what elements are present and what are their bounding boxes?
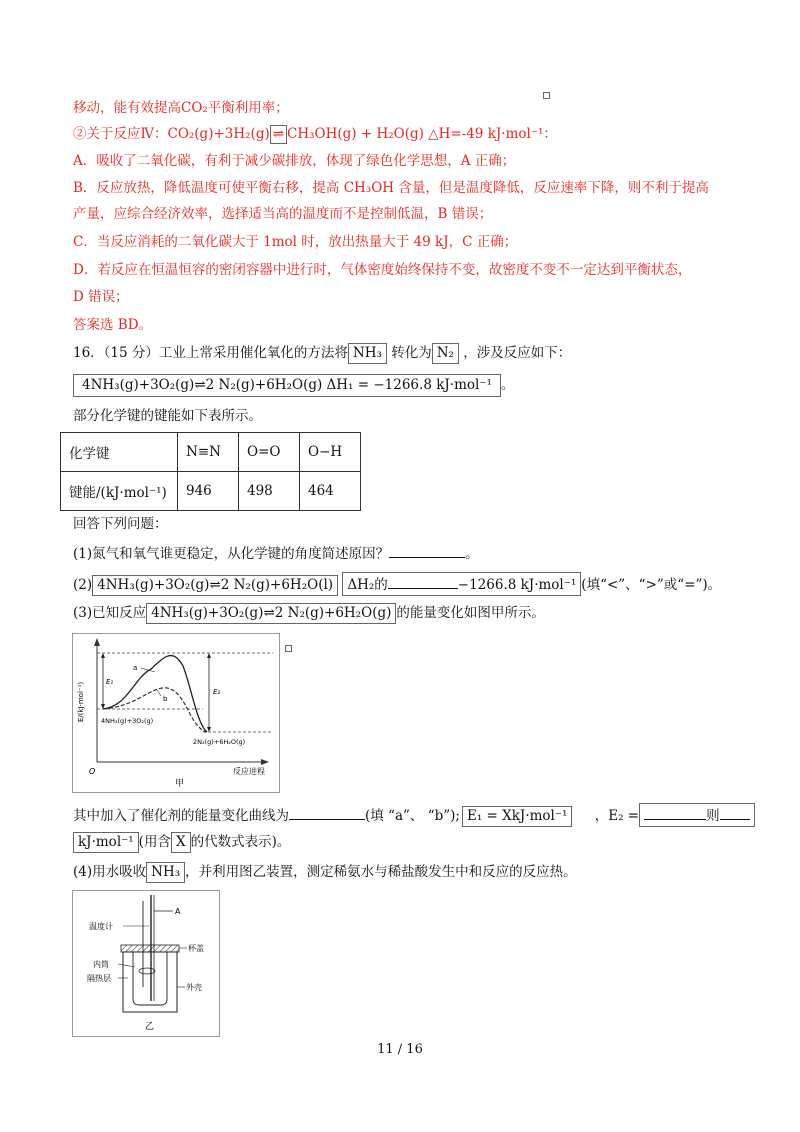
part-4-nh3-box: NH₃: [146, 862, 185, 883]
e2-arrow-head-top: [207, 653, 211, 658]
reaction-iv-right: CH₃OH(g) + H₂O(g) △H=-49 kJ·mol⁻¹：: [287, 126, 557, 142]
inner-cup-label: 内筒: [93, 960, 109, 969]
part-2-instruction: (填“<”、“>”或“=”)。: [581, 577, 722, 593]
table-row: [61, 433, 361, 472]
e2-blank-2[interactable]: [720, 805, 750, 820]
unit-box: kJ·mol⁻¹: [73, 832, 139, 853]
x-axis-arrow: [261, 759, 269, 765]
option-b-line-2: 产量，应综合经济效率，选择适当高的温度而不是控制低温，B 错误；: [73, 206, 493, 222]
option-b-line-1: B．反应放热，降低温度可使平衡右移，提高 CH₃OH 含量，但是温度降低，反应速率下降，则不利于提高: [73, 180, 709, 196]
algebra-text-b: 的代数式表示)。: [190, 834, 291, 850]
lid-label: 杯盖: [188, 944, 204, 953]
option-a: A．吸收了二氧化碳，有利于减少碳排放，体现了绿色化学思想，A 正确；: [73, 153, 516, 169]
dh2-label: ΔH₂的: [347, 577, 388, 593]
calorimeter-figure: [72, 890, 220, 1037]
part-1-blank[interactable]: [389, 543, 465, 558]
q16-reaction-line: [73, 374, 514, 397]
part-2-label: (2): [73, 577, 93, 593]
decorative-square: [543, 92, 550, 99]
table-row: [61, 472, 361, 511]
curve-a-label: a: [133, 664, 138, 672]
reaction-1-box: 4NH₃(g)+3O₂(g)⇌2 N₂(g)+6H₂O(g) ΔH₁ = −1266.8 kJ·mol⁻¹: [73, 374, 501, 397]
part-2-equation-box: 4NH₃(g)+3O₂(g)⇌2 N₂(g)+6H₂O(l): [92, 575, 338, 596]
x-axis-label: 反应进程: [233, 767, 265, 776]
reaction-1-end: 。: [500, 377, 515, 393]
part-3-instruction: (填 “a”、 “b”);: [365, 808, 460, 824]
x-variable-box: X: [171, 832, 191, 853]
part-1-end: 。: [465, 546, 479, 562]
figure-caption: 甲: [175, 779, 185, 789]
shell-label: 外壳: [186, 983, 202, 992]
curve-b-pointer: [157, 690, 161, 696]
part-2: [73, 572, 721, 596]
e1-expression-box: E₁ = XkJ·mol⁻¹: [462, 806, 572, 827]
thermometer-label: 温度计: [89, 922, 113, 931]
reaction-iv-left: ②关于反应Ⅳ：CO₂(g)+3H₂(g): [73, 126, 270, 142]
part-3-question-cont: [73, 832, 290, 853]
part-2-blank[interactable]: [388, 574, 458, 589]
q16-intro: [73, 343, 571, 364]
table-intro: 部分化学键的键能如下表所示。: [73, 408, 262, 424]
answer-prompt: 回答下列问题：: [73, 516, 168, 532]
table-header-cell: O=O: [239, 433, 300, 472]
answer-line-1: 移动，能有效提高CO₂平衡利用率；: [73, 100, 289, 116]
inner-cup-pointer: [118, 964, 135, 967]
part-4: [73, 862, 577, 883]
e2-arrow-head-bottom: [207, 727, 211, 732]
e2-then: 则: [706, 808, 720, 824]
nh3-formula-box: NH₃: [348, 343, 387, 364]
e1-label: E₁: [106, 678, 114, 686]
e2-label: E₂: [213, 688, 221, 696]
q16-intro-text-a: 16．（15 分）工业上常采用催化氧化的方法将: [73, 345, 348, 361]
table-header-cell: N≡N: [178, 433, 239, 472]
table-header-cell: O−H: [300, 433, 361, 472]
part-2-dh-box: [342, 572, 581, 596]
part-3: [73, 603, 545, 624]
y-axis-label: E/(kJ·mol⁻¹): [77, 681, 85, 722]
q16-intro-text-c: ，涉及反应如下：: [463, 345, 572, 361]
q16-intro-text-b: 转化为: [391, 345, 432, 361]
e1-arrow-head-top: [101, 653, 105, 658]
e2-blank[interactable]: [644, 805, 706, 820]
part-3-question: [73, 803, 755, 827]
table-cell: 946: [178, 472, 239, 511]
lid: [121, 945, 179, 952]
e2-answer-box: [639, 803, 755, 827]
catalyst-curve-blank[interactable]: [289, 805, 365, 820]
n2-formula-box: N₂: [432, 343, 459, 364]
figure-caption: 乙: [145, 1022, 155, 1032]
table-header-cell: 化学键: [61, 433, 178, 472]
part-3-question-text: 其中加入了催化剂的能量变化曲线为: [73, 808, 289, 824]
algebra-text-a: (用含: [138, 834, 171, 850]
page-number: 11 / 16: [377, 1042, 423, 1057]
option-c: C．当反应消耗的二氧化碳大于 1mol 时，放出热量大于 49 kJ，C 正确；: [73, 234, 518, 250]
label-a: A: [175, 907, 181, 916]
final-answer: 答案选 BD。: [73, 317, 153, 333]
option-d-line-2: D 错误；: [73, 289, 129, 305]
table-cell: 498: [239, 472, 300, 511]
insulation-label: 隔热层: [87, 974, 111, 983]
reactants-label: 4NH₃(g)+3O₂(g): [101, 717, 154, 725]
bond-energy-table: [60, 432, 361, 511]
origin-label: O: [89, 767, 96, 776]
y-axis-arrow: [94, 638, 100, 646]
part-3-equation-box: 4NH₃(g)+3O₂(g)⇌2 N₂(g)+6H₂O(g): [146, 603, 396, 624]
e2-expression-label: ，E₂ =: [594, 808, 640, 824]
table-cell: 464: [300, 472, 361, 511]
inner-cup: [133, 952, 167, 1005]
part-4-label: (4)用水吸收: [73, 864, 147, 880]
products-label: 2N₂(g)+6H₂O(g): [193, 738, 246, 746]
decorative-square: [285, 645, 292, 652]
table-cell: 键能/(kJ·mol⁻¹): [61, 472, 178, 511]
calorimeter-svg: [73, 891, 219, 1036]
part-1-text: (1)氮气和氧气谁更稳定，从化学键的角度简述原因？: [73, 546, 390, 562]
curve-b-label: b: [163, 695, 168, 703]
part-3-text: 的能量变化如图甲所示。: [396, 605, 545, 621]
part-4-text: ，并利用图乙装置，测定稀氨水与稀盐酸发生中和反应的反应热。: [185, 864, 577, 880]
part-3-label: (3)已知反应: [73, 605, 147, 621]
energy-diagram-svg: [73, 634, 279, 792]
stirrer-ring: [139, 968, 155, 974]
dh1-value: −1266.8 kJ·mol⁻¹: [457, 577, 577, 593]
outer-shell: [123, 952, 177, 1012]
equilibrium-arrow-box: ⇌: [270, 125, 287, 144]
option-d-line-1: D．若反应在恒温恒容的密闭容器中进行时，气体密度始终保持不变，故密度不变不一定达到平衡状态，: [73, 262, 692, 278]
answer-line-2: [73, 124, 557, 144]
energy-diagram-figure: [72, 633, 280, 793]
part-1: [73, 543, 479, 564]
